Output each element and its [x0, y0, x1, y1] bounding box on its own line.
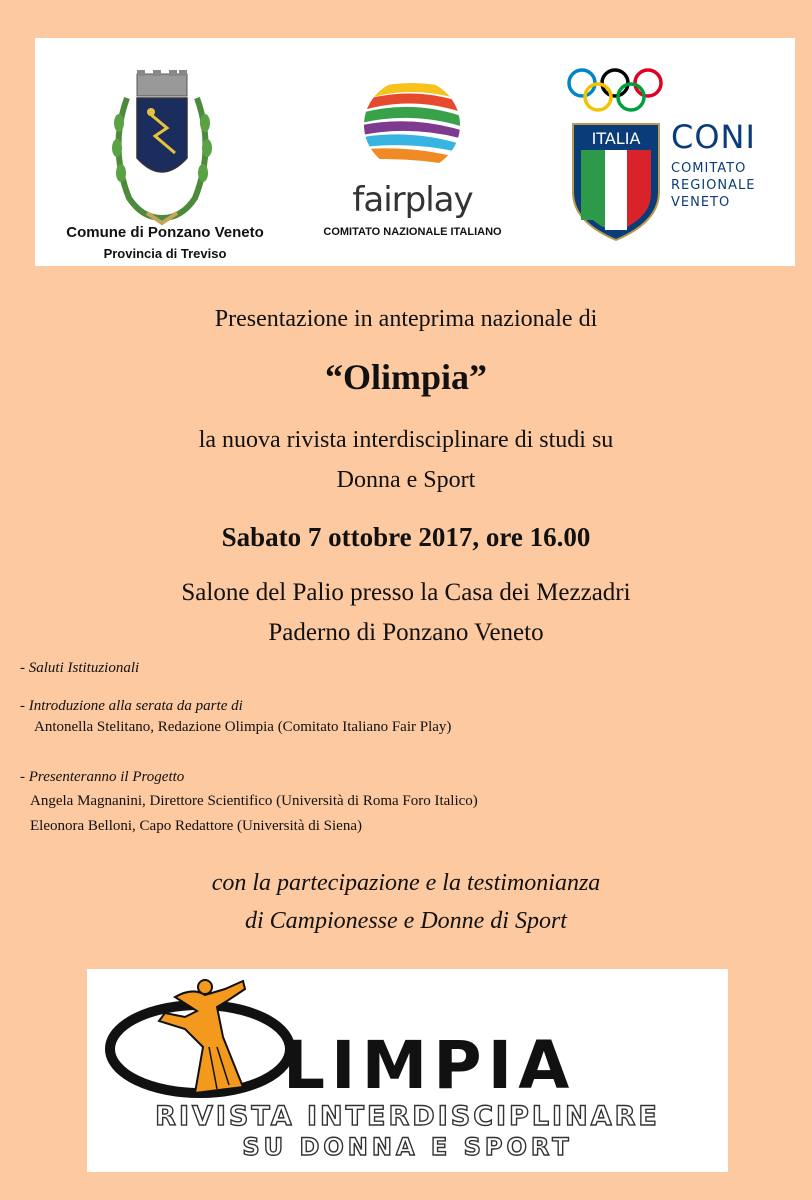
fairplay-ball-icon	[362, 78, 462, 173]
program-speaker-belloni: Eleonora Belloni, Capo Redattore (Università di Siena)	[30, 818, 362, 834]
program-speaker-stelitano: Antonella Stelitano, Redazione Olimpia (Comitato Italiano Fair Play)	[34, 719, 452, 735]
program-item-saluti: - Saluti Istituzionali	[20, 660, 140, 676]
olimpia-runner-icon	[105, 977, 295, 1102]
coni-line-2: REGIONALE	[671, 178, 756, 193]
fairplay-wordmark: fairplay	[352, 180, 473, 220]
comune-province: Provincia di Treviso	[103, 246, 227, 261]
program-item-presenteranno: - Presenteranno il Progetto	[20, 769, 185, 785]
venue-line-1: Salone del Palio presso la Casa dei Mezzadri	[181, 579, 631, 606]
venue-line-2: Paderno di Ponzano Veneto	[268, 619, 544, 646]
subtitle-line-1: la nuova rivista interdisciplinare di studi su	[198, 427, 614, 453]
event-date: Sabato 7 ottobre 2017, ore 16.00	[221, 522, 591, 552]
program-speaker-magnanini: Angela Magnanini, Direttore Scientifico (Università di Roma Foro Italico)	[30, 793, 478, 809]
participation-line-1: con la partecipazione e la testimonianza	[211, 870, 601, 896]
olimpia-tagline-2: SU DONNA E SPORT	[242, 1133, 573, 1161]
coni-line-1: COMITATO	[671, 161, 747, 176]
comune-name: Comune di Ponzano Veneto	[66, 224, 264, 241]
italia-shield-icon	[571, 122, 661, 242]
participation-line-2: di Campionesse e Donne di Sport	[245, 908, 567, 934]
coat-of-arms-icon	[107, 68, 217, 238]
coni-line-3: VENETO	[671, 195, 731, 210]
olympic-rings-icon	[565, 66, 665, 116]
intro-line: Presentazione in anteprima nazionale di	[214, 306, 598, 332]
program-item-introduzione: - Introduzione alla serata da parte di	[20, 698, 243, 714]
olimpia-banner	[87, 969, 728, 1172]
comune-logo	[35, 38, 295, 266]
fairplay-subtitle: COMITATO NAZIONALE ITALIANO	[323, 226, 502, 238]
fairplay-logo	[300, 38, 525, 266]
shield-label: ITALIA	[591, 129, 641, 148]
subtitle-line-2: Donna e Sport	[336, 467, 476, 493]
coni-logo	[555, 38, 795, 266]
olimpia-wordmark: LIMPIA	[283, 1027, 576, 1104]
logos-header	[35, 38, 795, 266]
event-title: “Olimpia”	[324, 357, 488, 397]
coni-acronym: CONI	[671, 118, 756, 156]
olimpia-tagline-1: RIVISTA INTERDISCIPLINARE	[155, 1101, 660, 1132]
